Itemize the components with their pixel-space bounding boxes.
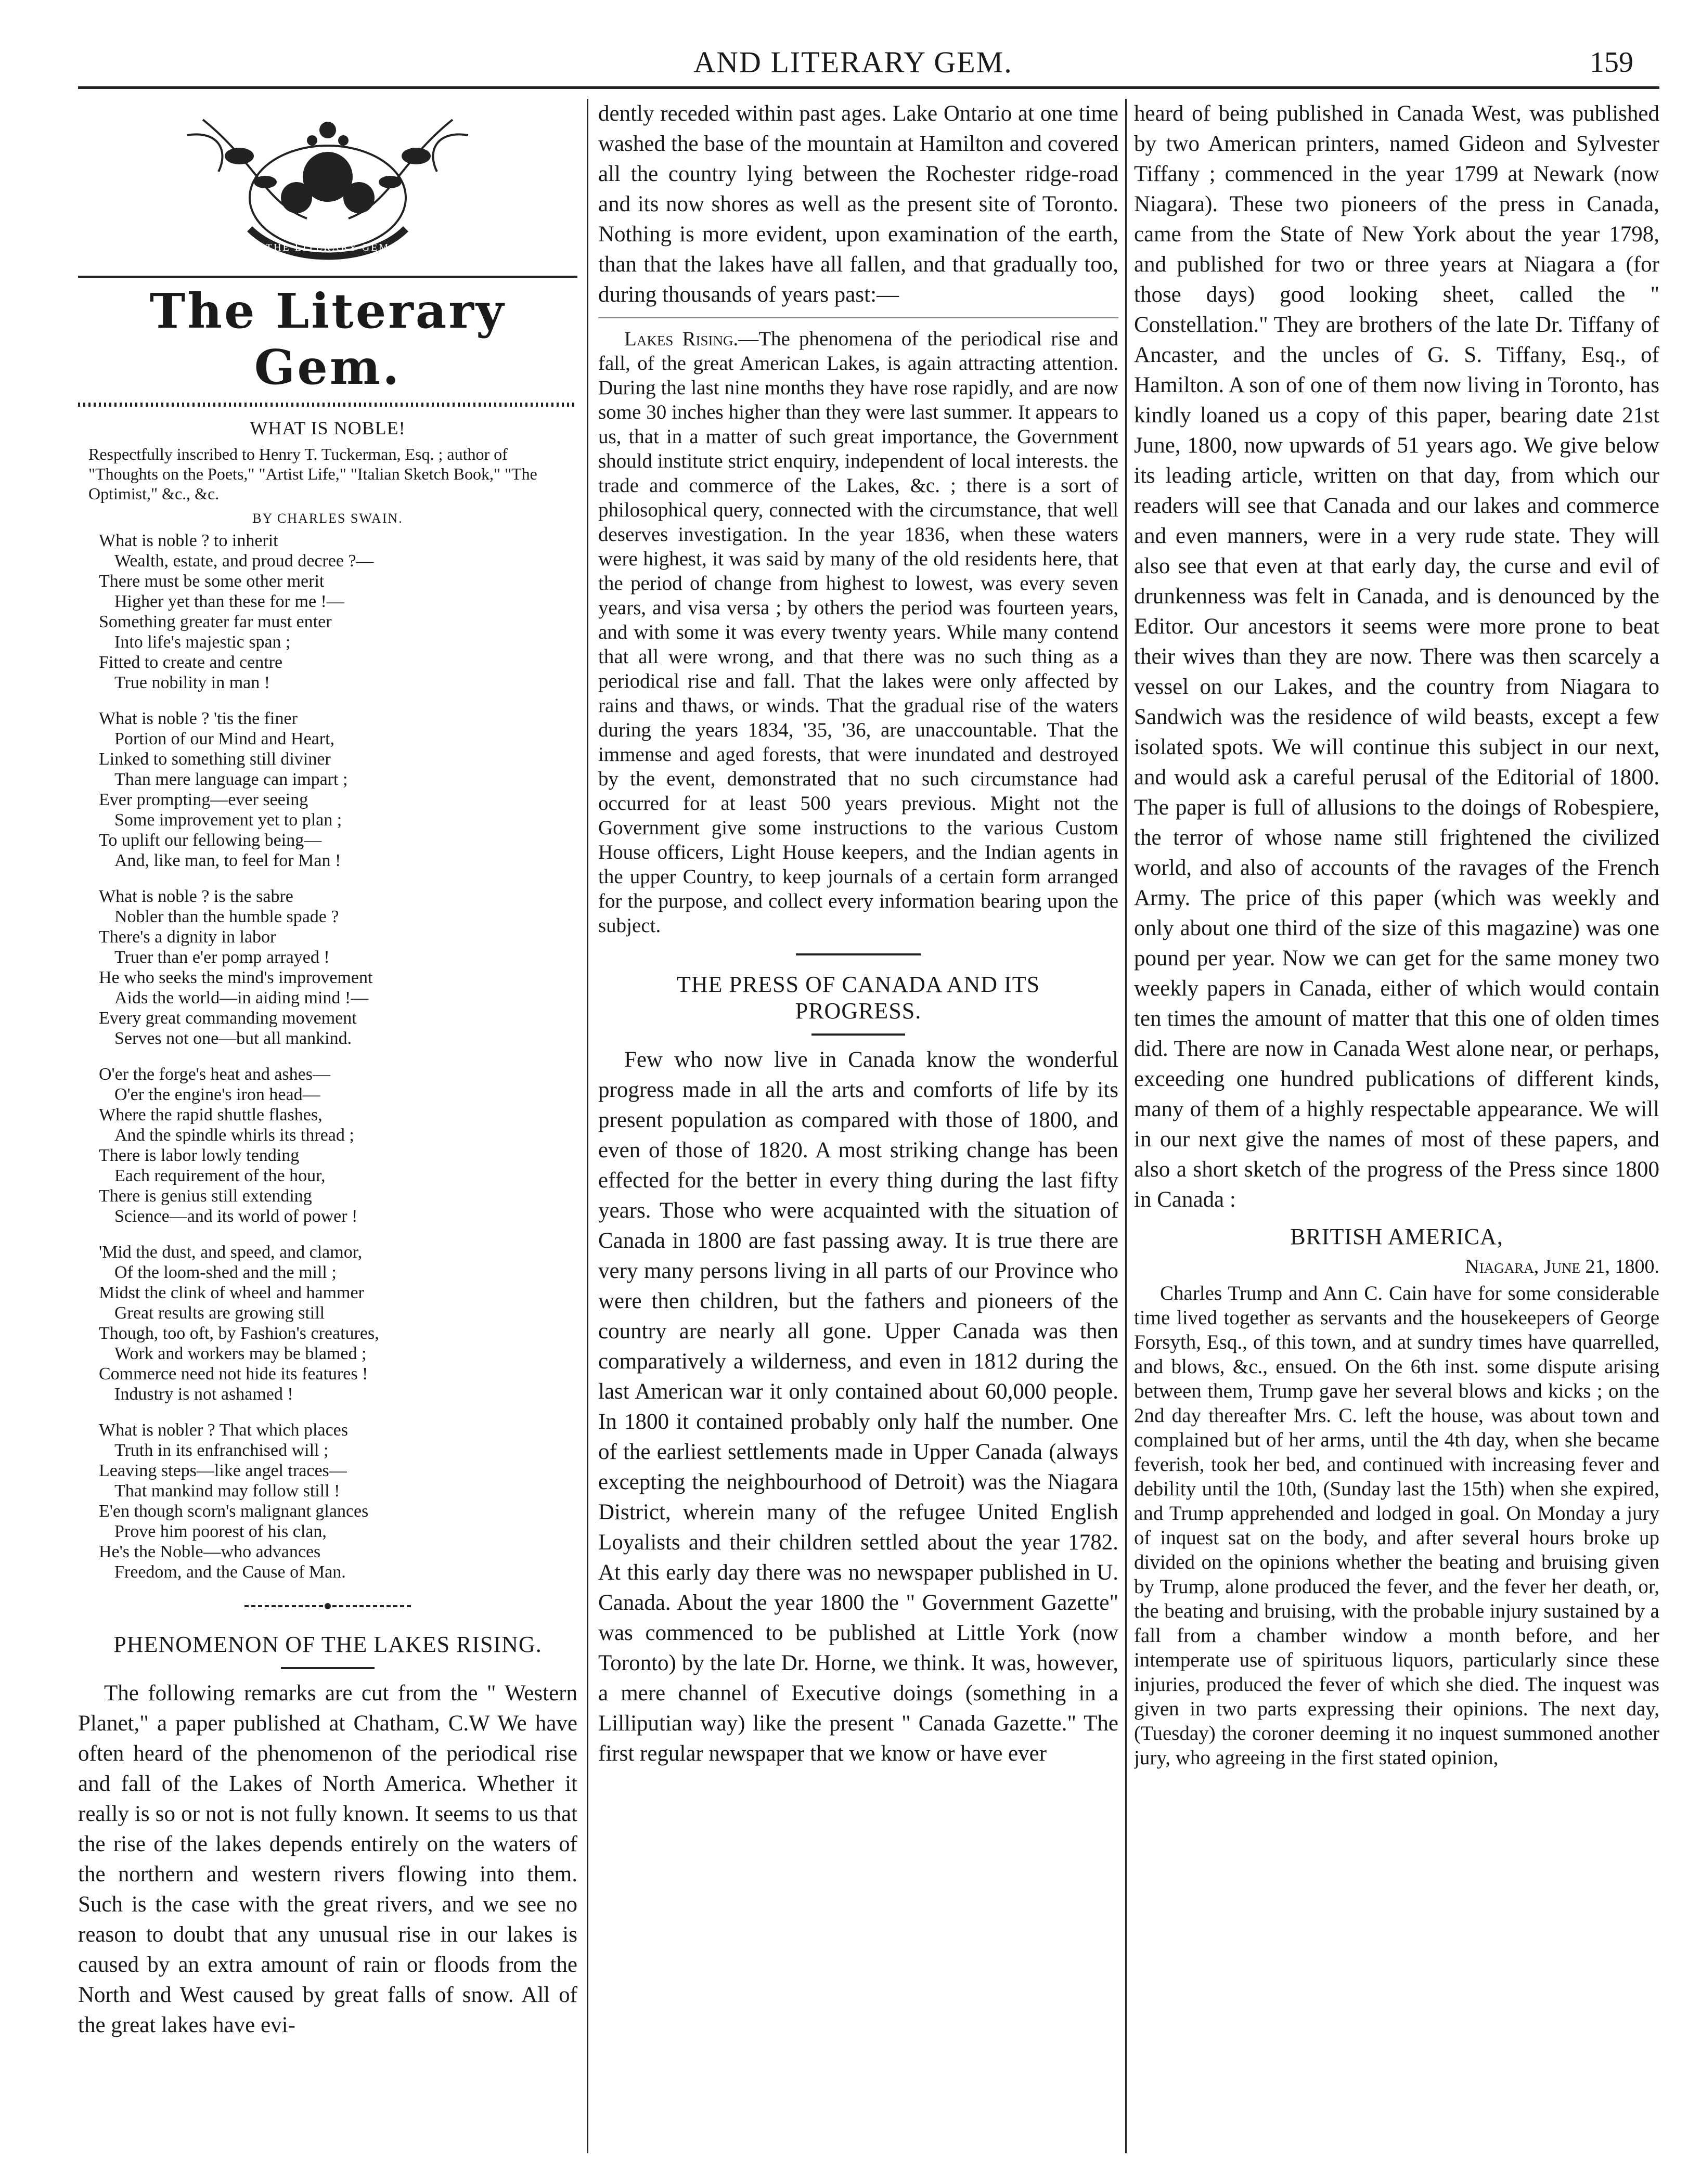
poem-line: Truth in its enfranchised will ; [114, 1441, 329, 1460]
poem-line: He's the Noble—who advances [99, 1542, 321, 1561]
poem-stanza [78, 1242, 577, 1404]
column-2 [598, 99, 1118, 2153]
article-paragraph: Few who now live in Canada know the wonderful progress made in all the arts and comforts of life by its present population as compared with those of 1800, and even of those of 1820. A most striking change has been effected for the better in every thing during the last fifty years. Those who were acquainted with the situation of Canada in 1800 are fast passing away. It is true there are very many persons living in all parts of our Province who were then children, but the fathers and pioneers of the country are nearly all gone. Upper Canada was then comparatively a wilderness, and even in 1812 during the last American war it only contained about 60,000 people. In 1800 it contained probably only half the number. One of the earliest settlements made in Upper Canada (always excepting the neighbourhood of Detroit) was the Niagara District, wherein many of the refugee United English Loyalists and their children settled about the year 1782. At this early day there was no newspaper published in U. Canada. About the year 1800 the " Government Gazette" was commenced to be published at Little York (now Toronto) by the late Dr. Horne, we think. It was, however, a mere channel of Executive doings (something in a Lilliputian way) like the present " Canada Gazette." The first regular newspaper that we know or have ever [598, 1048, 1118, 1766]
poem-line: Truer than e'er pomp arrayed ! [114, 948, 330, 967]
poem-line: Linked to something still diviner [99, 749, 331, 769]
poem-line: Though, too oft, by Fashion's creatures, [99, 1324, 379, 1343]
short-rule [796, 953, 921, 955]
poem-line: There's a dignity in labor [99, 927, 276, 947]
poem-stanza [78, 1064, 577, 1226]
poem-line: 'Mid the dust, and speed, and clamor, [99, 1243, 363, 1262]
poem-line: What is noble ? 'tis the finer [99, 709, 298, 728]
article-paragraph: The following remarks are cut from the " Western Planet," a paper published at Chatham, C.W We have often heard of the phenomenon of the periodical rise and fall of the Lakes of North America. Whether it really is so or not is not fully known. It seems to us that the rise of the lakes depends entirely on the waters of the northern and western rivers flowing into them. Such is the case with the great rivers, and we see no reason to doubt that any unusual rise in our lakes is caused by an extra amount of rain or floods from the North and West caused by great falls of snow. All of the great lakes have evi- [78, 1681, 577, 2037]
poem-line: Ever prompting—ever seeing [99, 790, 308, 809]
poem-line: Every great commanding movement [99, 1009, 357, 1028]
poem-stanza [78, 531, 577, 693]
article-heading-lakes: PHENOMENON OF THE LAKES RISING. [113, 1632, 542, 1657]
article-paragraph [598, 327, 1118, 938]
poem-line: Aids the world—in aiding mind !— [114, 988, 369, 1007]
poem-line: Midst the clink of wheel and hammer [99, 1283, 364, 1302]
wreath-emblem-icon [140, 99, 515, 270]
article-heading-british-america: BRITISH AMERICA, [1290, 1224, 1503, 1249]
dateline: Niagara, June 21, 1800. [1465, 1256, 1659, 1277]
poem-line: E'en though scorn's malignant glances [99, 1502, 369, 1521]
poem-line: Commerce need not hide its features ! [99, 1364, 368, 1384]
poem-line: He who seeks the mind's improvement [99, 968, 373, 987]
poem-line: Into life's majestic span ; [114, 632, 291, 652]
ornament-divider [78, 1598, 577, 1616]
poem-line: And the spindle whirls its thread ; [114, 1126, 354, 1145]
short-rule [281, 1667, 375, 1669]
poem-line: Work and workers may be blamed ; [114, 1344, 367, 1363]
poem-line: Where the rapid shuttle flashes, [99, 1105, 323, 1125]
poem-line: What is noble ? is the sabre [99, 887, 293, 906]
page-number: 159 [1590, 46, 1633, 79]
poem-line: Wealth, estate, and proud decree ?— [114, 551, 374, 571]
header-rule [78, 86, 1659, 89]
paragraph-lead: Lakes Rising. [624, 328, 739, 350]
poem-line: What is noble ? to inherit [99, 531, 278, 550]
poem-line: There is labor lowly tending [99, 1146, 300, 1165]
poem-line: Fitted to create and centre [99, 653, 283, 672]
poem-line: That mankind may follow still ! [114, 1481, 340, 1501]
masthead-emblem [78, 99, 577, 270]
running-title: AND LITERARY GEM. [693, 45, 1013, 79]
poem-line: O'er the forge's heat and ashes— [99, 1065, 330, 1084]
masthead-wavy-rule [78, 403, 577, 407]
column-1 [78, 99, 577, 2153]
poem-line: Nobler than the humble spade ? [114, 907, 339, 926]
column-3 [1134, 99, 1659, 2153]
poem-line: To uplift our fellowing being— [99, 831, 322, 850]
poem-title: WHAT IS NOBLE! [250, 418, 406, 438]
poem-line: Something greater far must enter [99, 612, 332, 631]
poem-line: Freedom, and the Cause of Man. [114, 1562, 346, 1582]
poem-line: Science—and its world of power ! [114, 1207, 358, 1226]
paragraph-rule [598, 317, 1118, 318]
poem-dedication: Respectfully inscribed to Henry T. Tuckerman, Esq. ; author of "Thoughts on the Poets," "Artist Life," "Italian Sketch Book," "The Optimist," &c., &c. [88, 445, 537, 503]
article-heading-press: THE PRESS OF CANADA AND ITS PROGRESS. [676, 972, 1040, 1024]
short-rule [811, 1033, 905, 1036]
poem-line: True nobility in man ! [114, 673, 270, 692]
poem-line: And, like man, to feel for Man ! [114, 851, 341, 870]
poem-line: Great results are growing still [114, 1303, 325, 1323]
svg-text:THE LITERARY GEM: THE LITERARY GEM [265, 242, 390, 253]
poem-line: Than mere language can impart ; [114, 770, 348, 789]
poem-line: O'er the engine's iron head— [114, 1085, 320, 1104]
running-head [62, 45, 1644, 86]
poem-line: Prove him poorest of his clan, [114, 1522, 327, 1541]
poem-byline: BY CHARLES SWAIN. [252, 511, 403, 526]
poem-line: Each requirement of the hour, [114, 1166, 326, 1185]
poem-line: Portion of our Mind and Heart, [114, 729, 335, 748]
paragraph-text: —The phenomena of the periodical rise and fall, of the great American Lakes, is again attracting attention. During the last nine months they have rose rapidly, and are now some 30 inches higher than they were last summer. It appears to us, that in a matter of such great importance, the Government should institute strict enquiry, independent of local interests. the trade and commerce of the Lakes, &c. ; there is a sort of philosophical query, connected with the circumstance, that well deserves investigation. In the year 1836, when these waters were highest, it was said by many of the old residents here, that the period of change from highest to lowest, was every seven years, and visa versa ; by others the period was fourteen years, and with some it was every twenty years. While many contend that all were wrong, and that there was no such thing as a periodical rise and fall. That the lakes were only affected by rains and thaws, or winds. That the gradual rise of the waters during the years 1834, '35, '36, are unaccountable. That the immense and aged forests, that were inundated and destroyed by the event, demonstrated that no such circumstance had occurred for at least 500 years previous. Might not the Government give some instructions to the various Custom House officers, Light House keepers, and the Indian agents in the upper Country, to keep journals of a certain form arranged for the purpose, and collect every information bearing upon the subject. [598, 328, 1118, 937]
article-paragraph: dently receded within past ages. Lake Ontario at one time washed the base of the mountain at Hamilton and covered all the country lying between the Rochester ridge-road and its now shores as well as the present site of Toronto. Nothing is more evident, upon examination of the earth, than that the lakes have all fallen, and that gradually too, during thousands of years past:— [598, 101, 1118, 307]
column-rule-2 [1125, 99, 1127, 2153]
article-paragraph: heard of being published in Canada West, was published by two American printers, named Gideon and Sylvester Tiffany ; commenced in the year 1799 at Newark (now Niagara). These two pioneers of the press in Canada, came from the State of New York about the year 1798, and published for two or three years at Niagara a (for those days) good looking sheet, called the " Constellation." They are brothers of the late Dr. Tiffany of Ancaster, and the uncles of G. S. Tiffany, Esq., of Hamilton. A son of one of them now living in Toronto, has kindly loaned us a copy of this paper, bearing date 21st June, 1800, now upwards of 51 years ago. We give below its leading article, written on that day, from which our readers will see that Canada and our lakes and commerce and even manners, were in a very rude state. They will also see that even at that early day, the curse and evil of drunkenness was felt in Canada, and is denounced by the Editor. Our ancestors it seems were more prone to beat their wives than they are now. There was then scarcely a vessel on our Lakes, and the country from Niagara to Sandwich was the residence of wild beasts, except a few isolated spots. We will continue this subject in our next, and would ask a careful perusal of the Editorial of 1800. The paper is full of allusions to the doings of Robespiere, the terror of whose name still frightened the civilized world, and also of accounts of the ravages of the French Army. The price of this paper (which was weekly and only about one third of the size of this magazine) was one pound per year. Now we can get for the same money two weekly papers in Canada, either of which would contain ten times the amount of matter that this one of olden times did. There are now in Canada West alone near, or perhaps, exceeding one hundred publications of different kinds, many of them of a highly respectable appearance. We will in our next give the names of most of these papers, and also a short sketch of the progress of the Press since 1800 in Canada : [1134, 101, 1659, 1212]
poem-line: There is genius still extending [99, 1186, 312, 1206]
poem-line: Leaving steps—like angel traces— [99, 1461, 347, 1480]
poem-line: Industry is not ashamed ! [114, 1385, 293, 1404]
masthead-title: The Literary Gem. [149, 283, 506, 395]
poem-line: Higher yet than these for me !— [114, 592, 344, 611]
poem-stanza [78, 886, 577, 1049]
poem-line: Some improvement yet to plan ; [114, 810, 342, 830]
poem-stanza [78, 708, 577, 871]
poem-stanza [78, 1420, 577, 1582]
poem-line: Serves not one—but all mankind. [114, 1029, 352, 1048]
ornament-icon [234, 1601, 421, 1611]
masthead-rule-top [78, 276, 577, 278]
poem-line: Of the loom-shed and the mill ; [114, 1263, 337, 1282]
column-rule-1 [587, 99, 588, 2153]
poem-line: There must be some other merit [99, 572, 325, 591]
poem-line: What is nobler ? That which places [99, 1420, 348, 1440]
article-paragraph: Charles Trump and Ann C. Cain have for some considerable time lived together as servants and the housekeepers of George Forsyth, Esq., of this town, and at sundry times have quarrelled, and blows, &c., ensued. On the 6th inst. some dispute arising between them, Trump gave her several blows and kicks ; on the 2nd day thereafter Mrs. C. left the house, was about town and complained but of her arms, until the 4th day, when she became feverish, took her bed, and continued with increasing fever and debility until the 10th, (Sunday last the 15th) when she expired, and Trump apprehended and lodged in goal. On Monday a jury of inquest sat on the body, and after several hours broke up divided on the opinions whether the beating and bruising given by Trump, alone produced the fever, and the fever her death, or, the beating and bruising, with the probable injury sustained by a fall from a chamber window a month before, and her intemperate use of spirituous liquors, particularly since these injuries, produced the fever of which she died. The inquest was given in two parts expressing their opinions. The next day, (Tuesday) the coroner deeming it no inquest summoned another jury, who agreeing in the first stated opinion, [1134, 1282, 1659, 1769]
